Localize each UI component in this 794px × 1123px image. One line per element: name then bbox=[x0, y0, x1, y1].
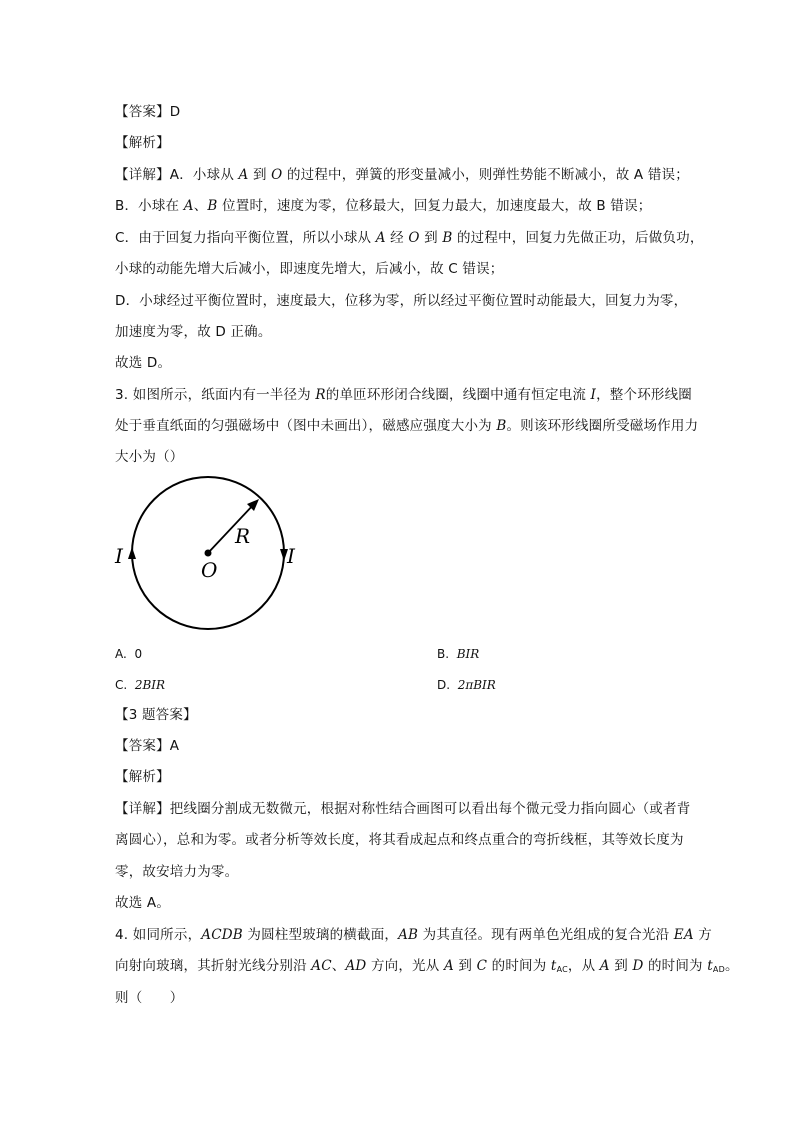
q3-conclusion: 故选 A。 bbox=[115, 895, 171, 911]
q3-circle-figure bbox=[105, 475, 325, 635]
q3-answer-header: 【3 题答案】 bbox=[115, 707, 197, 723]
choice-b: B. BIR bbox=[437, 647, 480, 661]
q2-detail-b: B．小球在 A、B 位置时，速度为零，位移最大，回复力最大，加速度最大，故 B 错误； bbox=[115, 198, 652, 214]
q3-stem-line1: 3. 如图所示，纸面内有一半径为 R的单匝环形闭合线圈，线圈中通有恒定电流 I，整个环形线圈 bbox=[115, 387, 692, 403]
right-current-label: I bbox=[287, 544, 295, 568]
choice-a: A. 0 bbox=[115, 647, 143, 661]
q2-detail-a: 【详解】A．小球从 A 到 O 的过程中，弹簧的形变量减小，则弹性势能不断减小，故 A 错误； bbox=[115, 167, 689, 183]
q3-answer: 【答案】A bbox=[115, 738, 180, 754]
q3-analysis-label: 【解析】 bbox=[115, 769, 170, 785]
q2-detail-d1: D．小球经过平衡位置时，速度最大，位移为零，所以经过平衡位置时动能最大，回复力为零， bbox=[115, 293, 688, 309]
q3-detail-line3: 零，故安培力为零。 bbox=[115, 864, 239, 880]
q2-analysis-label: 【解析】 bbox=[115, 135, 170, 151]
choice-d: D. 2πBIR bbox=[437, 678, 496, 692]
q3-detail-line2: 离圆心），总和为零。或者分析等效长度，将其看成起点和终点重合的弯折线框，其等效长度为 bbox=[115, 832, 684, 848]
q2-answer: 【答案】D bbox=[115, 104, 181, 120]
q4-stem-line3: 则（ ） bbox=[115, 990, 184, 1006]
q2-detail-c2: 小球的动能先增大后减小，即速度先增大，后减小，故 C 错误； bbox=[115, 261, 504, 277]
q2-conclusion: 故选 D。 bbox=[115, 355, 172, 371]
q3-stem-line2: 处于垂直纸面的匀强磁场中（图中未画出），磁感应强度大小为 B。则该环形线圈所受磁场作用力 bbox=[115, 418, 699, 434]
left-current-arrow-icon bbox=[128, 547, 136, 559]
choice-c: C. 2BIR bbox=[115, 678, 166, 692]
q3-detail-line1: 【详解】把线圈分割成无数微元，根据对称性结合画图可以看出每个微元受力指向圆心（或者背 bbox=[115, 801, 691, 817]
q2-detail-c1: C．由于回复力指向平衡位置，所以小球从 A 经 O 到 B 的过程中，回复力先做正功，后做负功， bbox=[115, 230, 704, 246]
center-label: O bbox=[201, 558, 218, 582]
q2-detail-d2: 加速度为零，故 D 正确。 bbox=[115, 324, 272, 340]
left-current-label: I bbox=[115, 544, 123, 568]
q4-stem-line1: 4. 如同所示，ACDB 为圆柱型玻璃的横截面，AB 为其直径。现有两单色光组成的复合光沿 EA 方 bbox=[115, 927, 712, 943]
q3-stem-line3: 大小为（） bbox=[115, 449, 184, 465]
q4-stem-line2: 向射向玻璃，其折射光线分别沿 AC、AD 方向，光从 A 到 C 的时间为 $t_{AC}$，从 A 到 D 的时间为 $t_{AD}$。 bbox=[115, 958, 739, 974]
radius-label: R bbox=[235, 524, 251, 548]
